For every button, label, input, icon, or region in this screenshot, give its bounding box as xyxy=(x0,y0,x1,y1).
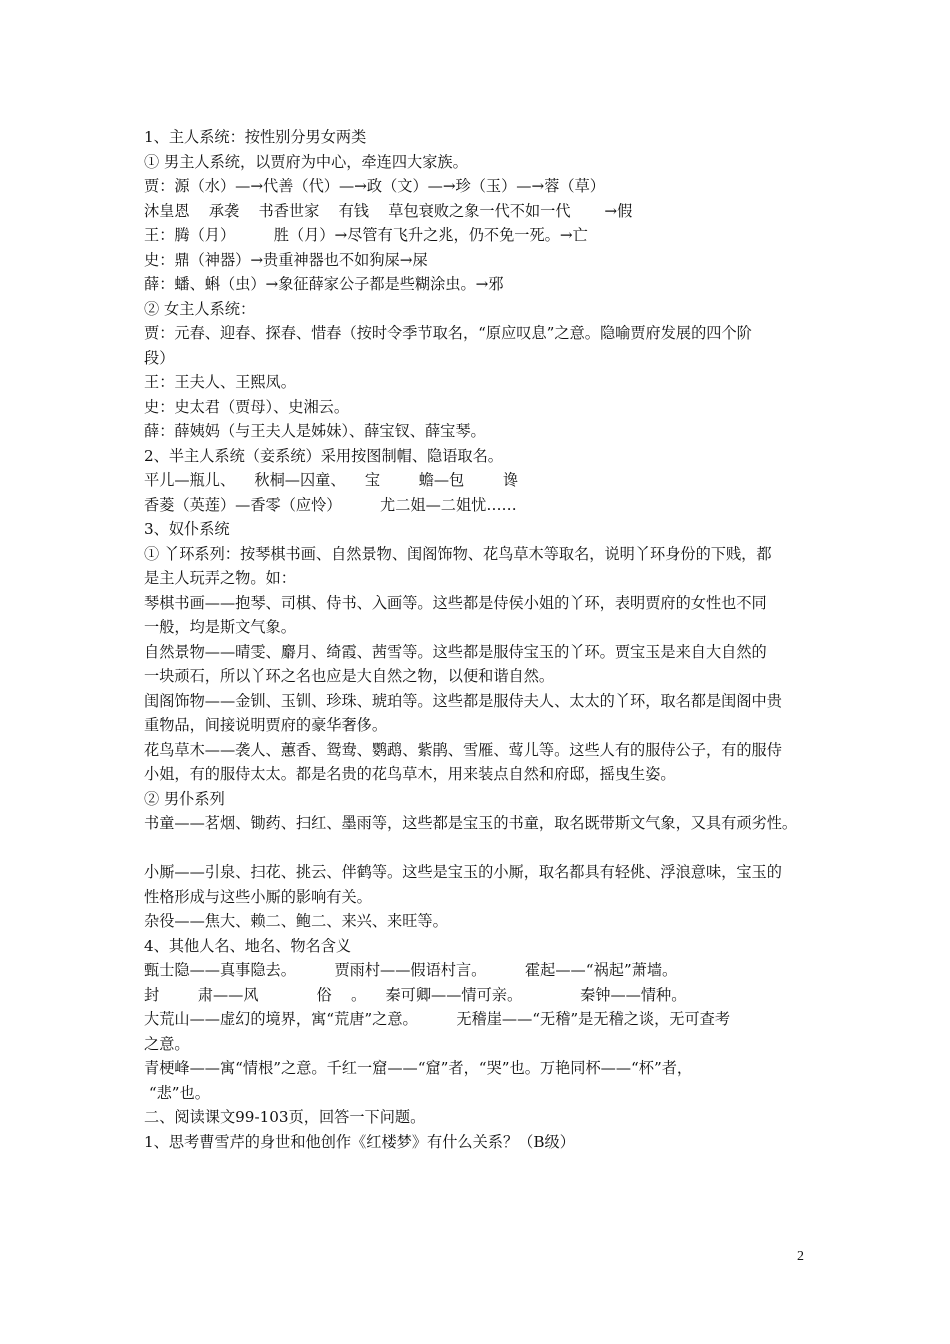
section-heading: 3、奴仆系统 xyxy=(144,520,230,538)
text-line: 书童——茗烟、锄药、扫红、墨雨等，这些都是宝玉的书童，取名既带斯文气象，又具有顽劣性。 xyxy=(144,814,798,832)
text-line: ② 女主人系统： xyxy=(144,299,256,318)
text-line: 封 肃——风 俗 。 秦可卿——情可亲。 秦钟——情种。 xyxy=(144,985,687,1004)
section-heading: 1、主人系统：按性别分男女两类 xyxy=(144,128,367,146)
text-line: 贾：源（水）—→代善（代）—→政（文）—→珍（玉）—→蓉（草） xyxy=(144,177,605,195)
text-line: 薛：蟠、蝌（虫）→象征薛家公子都是些糊涂虫。→邪 xyxy=(144,275,504,293)
text-line: ② 男仆系列 xyxy=(144,789,225,808)
text-line: 琴棋书画——抱琴、司棋、侍书、入画等。这些都是侍侯小姐的丫环，表明贾府的女性也不同 xyxy=(144,593,767,612)
text-line: 史：鼎（神器）→贵重神器也不如狗屎→屎 xyxy=(144,250,428,269)
text-line: 杂役——焦大、赖二、鲍二、来兴、来旺等。 xyxy=(144,912,448,930)
text-line: 自然景物——晴雯、麝月、绮霞、茜雪等。这些都是服侍宝玉的丫环。贾宝玉是来自大自然的 xyxy=(144,642,767,661)
page-number: 2 xyxy=(797,1249,804,1264)
text-line: 青梗峰——寓“情根”之意。千红一窟——“窟”者，“哭”也。万艳同杯——“杯”者， xyxy=(144,1059,693,1077)
text-line: 香菱（英莲）—香零（应怜） 尤二姐—二姐忧…… xyxy=(144,495,517,514)
text-line: 段） xyxy=(144,348,175,367)
text-line: 闺阁饰物——金钏、玉钏、珍珠、琥珀等。这些都是服侍夫人、太太的丫环，取名都是闺阁中贵 xyxy=(144,691,782,710)
text-line: “悲”也。 xyxy=(144,1083,210,1102)
text-line: 花鸟草木——袭人、蕙香、鸳鸯、鹦鹉、紫鹃、雪雁、莺儿等。这些人有的服侍公子，有的服侍 xyxy=(144,740,782,759)
text-line: 一般，均是斯文气象。 xyxy=(144,618,296,636)
text-line: 王：腾（月） 胜（月）→尽管有飞升之兆，仍不免一死。→亡 xyxy=(144,226,588,244)
section-heading: 4、其他人名、地名、物名含义 xyxy=(144,936,352,955)
text-line: 是主人玩弄之物。如： xyxy=(144,569,296,587)
blank-line xyxy=(144,836,816,861)
question-line: 1、思考曹雪芹的身世和他创作《红楼梦》有什么关系？（B级） xyxy=(144,1132,575,1151)
text-line: ① 男主人系统，以贾府为中心，牵连四大家族。 xyxy=(144,152,468,171)
text-line: 小姐，有的服侍太太。都是名贵的花鸟草木，用来装点自然和府邸，摇曳生姿。 xyxy=(144,765,676,783)
text-line: 一块顽石，所以丫环之名也应是大自然之物，以便和谐自然。 xyxy=(144,667,555,685)
text-line: 史：史太君（贾母）、史湘云。 xyxy=(144,397,350,416)
text-line: 之意。 xyxy=(144,1034,190,1053)
text-line: 小厮——引泉、扫花、挑云、伴鹤等。这些是宝玉的小厮，取名都具有轻佻、浮浪意味，宝玉的 xyxy=(144,863,782,881)
text-line: ① 丫环系列：按琴棋书画、自然景物、闺阁饰物、花鸟草木等取名，说明丫环身份的下贱，都 xyxy=(144,544,772,563)
text-line: 重物品，间接说明贾府的豪华奢侈。 xyxy=(144,716,387,734)
text-line: 王：王夫人、王熙凤。 xyxy=(144,373,296,391)
text-line: 薛：薛姨妈（与王夫人是姊妹）、薛宝钗、薛宝琴。 xyxy=(144,422,486,440)
text-line: 贾：元春、迎春、探春、惜春（按时令季节取名，“原应叹息”之意。隐喻贾府发展的四个阶 xyxy=(144,324,752,342)
document-body xyxy=(144,125,816,1154)
section-heading: 2、半主人系统（妾系统）采用按图制帽、隐语取名。 xyxy=(144,446,503,465)
section-heading: 二、阅读课文99-103页，回答一下问题。 xyxy=(144,1108,426,1126)
text-line: 平儿—瓶儿、 秋桐—囚童、 宝 蟾—包 谗 xyxy=(144,471,519,489)
text-line: 甄士隐——真事隐去。 贾雨村——假语村言。 霍起——“祸起”萧墙。 xyxy=(144,961,678,979)
text-line: 性格形成与这些小厮的影响有关。 xyxy=(144,887,372,906)
text-line: 沐皇恩 承袭 书香世家 有钱 草包衰败之象一代不如一代 →假 xyxy=(144,201,633,220)
text-line: 大荒山——虚幻的境界，寓“荒唐”之意。 无稽崖——“无稽”是无稽之谈，无可查考 xyxy=(144,1010,731,1028)
